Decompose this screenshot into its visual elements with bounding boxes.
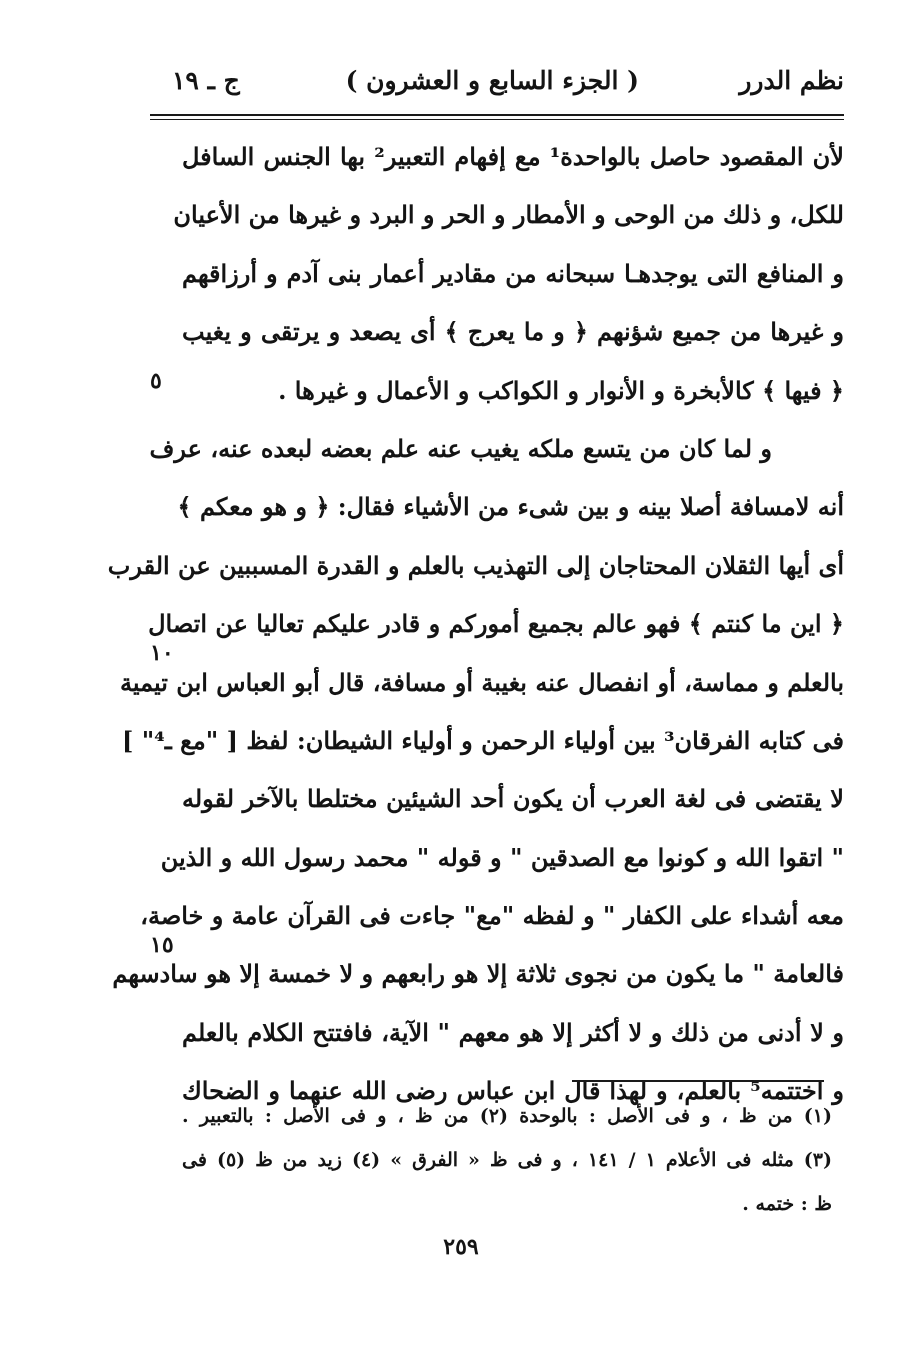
- text-line: و غيرها من جميع شؤنهم ﴿ و ما يعرج ﴾ أى يصعد و يرتقى و يغيب: [182, 317, 844, 347]
- text-line: ﴿ اين ما كنتم ﴾ فهو عالم بجميع أموركم و قادر عليكم تعاليا عن اتصال: [148, 609, 844, 639]
- text-line: لأن المقصود حاصل بالواحدة¹ مع إفهام التعبير² بها الجنس السافل: [182, 142, 844, 171]
- footnote-line: ظ : ختمه .: [742, 1193, 832, 1215]
- header-rule: [150, 114, 844, 116]
- text-line: بالعلم و مماسة، أو انفصال عنه بغيبة أو مسافة، قال أبو العباس ابن تيمية: [120, 667, 844, 697]
- page-number: ٢٥٩: [443, 1234, 479, 1260]
- text-line: و لا أدنى من ذلك و لا أكثر إلا هو معهم " الآية، فافتتح الكلام بالعلم: [182, 1017, 844, 1047]
- header-rule-thin: [150, 119, 844, 120]
- text-line: و المنافع التى يوجدهـا سبحانه من مقادير أعمار بنى آدم و أرزاقهم: [182, 258, 844, 288]
- text-line: أنه لامسافة أصلا بينه و بين شىء من الأشياء فقال: ﴿ و هو معكم ﴾: [177, 492, 844, 522]
- text-line: لا يقتضى فى لغة العرب أن يكون أحد الشيئين مختلطا بالآخر لقوله: [182, 784, 844, 814]
- footnote-line: (٣) مثله فى الأعلام ١ / ١٤١ ، و فى ظ « الفرق » (٤) زيد من ظ (٥) فى: [182, 1149, 832, 1171]
- volume-number: ج ـ ١٩: [172, 66, 240, 95]
- footnote-rule: [572, 1080, 824, 1082]
- text-line: فالعامة " ما يكون من نجوى ثلاثة إلا هو رابعهم و لا خمسة إلا هو سادسهم: [112, 959, 844, 989]
- text-line: للكل، و ذلك من الوحى و الأمطار و الحر و البرد و غيرها من الأعيان: [173, 200, 844, 230]
- line-number-10: ١٠: [150, 640, 174, 666]
- text-line: ﴿ فيها ﴾ كالأبخرة و الأنوار و الكواكب و الأعمال و غيرها .: [278, 375, 844, 405]
- footnote-line: (١) من ظ ، و فى الأصل : بالوحدة (٢) من ظ ، و فى الأصل : بالتعبير .: [182, 1105, 832, 1127]
- text-line: " اتقوا الله و كونوا مع الصدقين " و قوله " محمد رسول الله و الذين: [160, 842, 844, 872]
- text-line: فى كتابه الفرقان³ بين أولياء الرحمن و أولياء الشيطان: لفظ [ "مع ـ⁴" ]: [122, 725, 844, 755]
- text-line: معه أشداء على الكفار " و لفظه "مع" جاءت فى القرآن عامة و خاصة،: [140, 901, 844, 931]
- footnotes: [182, 1094, 832, 1226]
- part-title: ( الجزء السابع و العشرون ): [345, 66, 639, 95]
- line-number-15: ١٥: [150, 932, 174, 958]
- text-line: و لما كان من يتسع ملكه يغيب عنه علم بعضه لبعده عنه، عرف: [149, 433, 772, 463]
- text-line: و اختتمه⁵ بالعلم، و لهذا قال ابن عباس رضى الله عنهما و الضحاك: [182, 1076, 844, 1106]
- line-number-5: ٥: [150, 368, 162, 394]
- book-title: نظم الدرر: [739, 66, 844, 95]
- text-line: أى أيها الثقلان المحتاجان إلى التهذيب بالعلم و القدرة المسببين عن القرب: [107, 550, 844, 580]
- running-header: [150, 62, 844, 106]
